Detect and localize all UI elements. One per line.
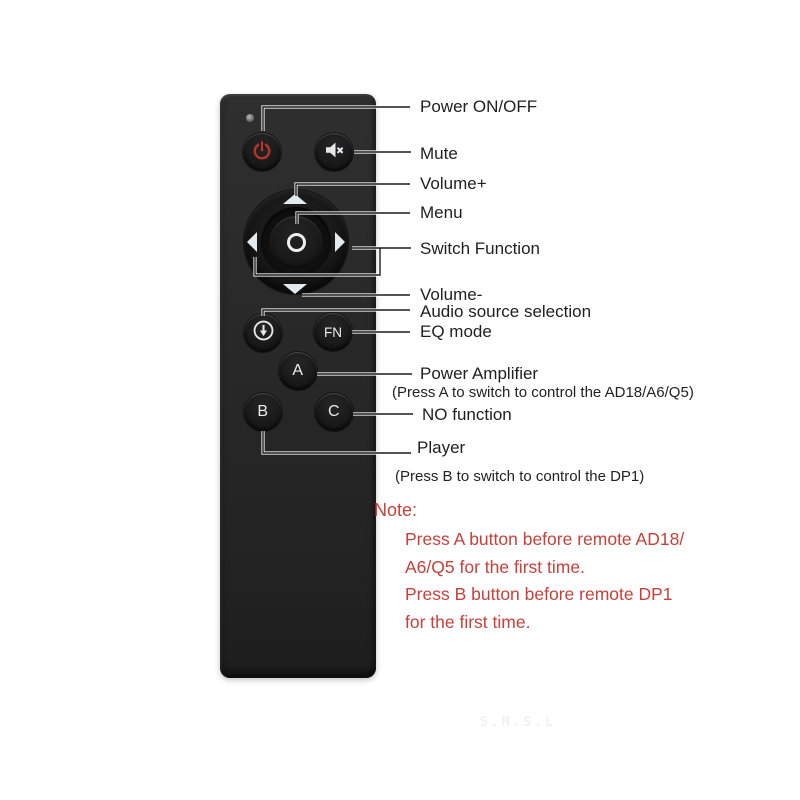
a-button-label: A [292,362,304,379]
label-switch-function: Switch Function [420,239,540,258]
label-power: Power ON/OFF [420,97,538,116]
note-line-1: Press A button before remote AD18/ [405,529,685,549]
note-line-2: A6/Q5 for the first time. [405,556,585,577]
label-player-note: (Press B to switch to control the DP1) [395,468,645,485]
label-eq-mode: EQ mode [420,322,492,341]
label-player: Player [417,438,466,457]
note-line-3: Press B button before remote DP1 [405,584,673,604]
note-line-4: for the first time. [405,611,531,632]
b-button-label: B [257,403,269,420]
label-mute: Mute [420,144,458,163]
fn-button-label: FN [324,324,342,340]
label-menu: Menu [420,203,463,222]
c-button-label: C [327,403,341,420]
note-title: Note: [374,500,418,520]
note-body [405,526,684,636]
brand-logo: S.M.S.L [480,715,556,730]
label-volume-up: Volume+ [420,174,487,193]
label-power-amplifier-note: (Press A to switch to control the AD18/A6/Q5) [392,384,694,401]
label-audio-source: Audio source selection [420,302,592,321]
label-power-amplifier: Power Amplifier [420,364,539,383]
label-volume-down: Volume- [420,285,483,304]
label-no-function: NO function [422,405,512,424]
